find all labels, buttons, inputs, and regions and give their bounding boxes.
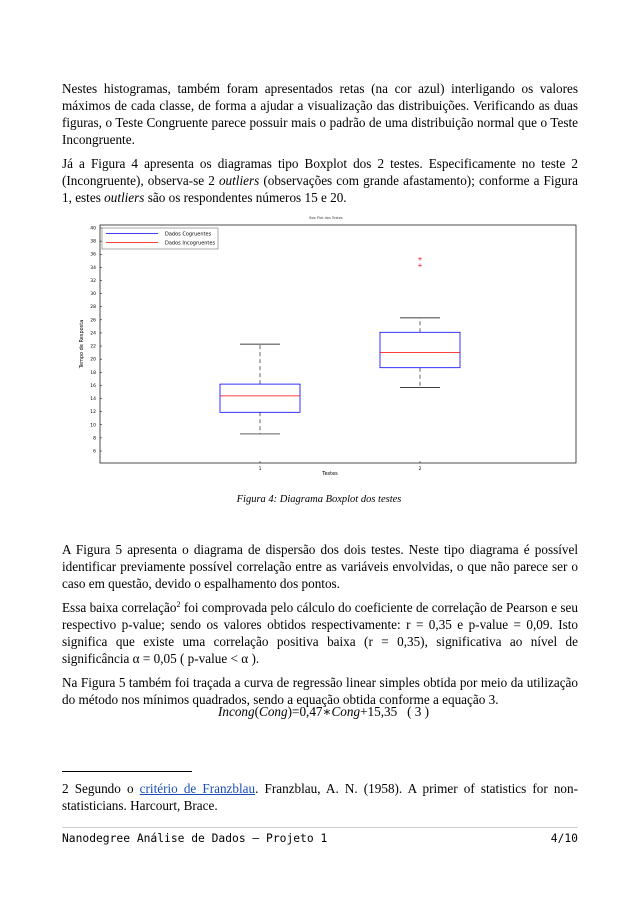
- chart-title: Box Plot dos Testes: [309, 216, 343, 220]
- paragraph-scatter: A Figura 5 apresenta o diagrama de dispersão dos dois testes. Neste tipo diagrama é possível identificar previamente possível correlação entre as variáveis envolvidas, o que não parece ser o caso em questão, devido o espalhamento dos pontos.: [62, 542, 578, 591]
- y-tick-label: 26: [90, 318, 96, 324]
- p2-text-c: são os respondentes números 15 e 20.: [144, 190, 347, 205]
- equation-3: [218, 704, 429, 720]
- franzblau-link[interactable]: critério de Franzblau: [139, 781, 256, 796]
- y-tick-label: 22: [90, 344, 96, 350]
- y-axis-label: Tempo de Resposta: [79, 319, 85, 369]
- eq-spacer: [397, 704, 407, 719]
- legend-label-congruent: Dados Cogruentes: [165, 231, 212, 238]
- y-tick-label: 40: [90, 226, 96, 232]
- eq-var: Cong: [331, 704, 361, 719]
- footer-divider: [62, 827, 578, 828]
- page-footer: [62, 832, 578, 845]
- paragraph-boxplot-intro: [62, 155, 578, 206]
- footnote-ref: 2: [176, 600, 181, 609]
- y-tick-label: 18: [90, 370, 96, 376]
- footer-title: Nanodegree Análise de Dados – Projeto 1: [62, 832, 328, 845]
- y-tick-label: 34: [90, 265, 96, 271]
- paragraph-correlation: [62, 599, 578, 667]
- boxplot-chart: [62, 213, 578, 485]
- y-tick-label: 16: [90, 383, 96, 389]
- x-axis-label: Testes: [322, 471, 338, 477]
- p2-text-b: (observações com grande afastamento); conforme a Figura 1, estes: [62, 173, 578, 205]
- eq-rhs-a: =0,47∗: [292, 704, 332, 719]
- y-tick-label: 36: [90, 252, 96, 258]
- x-tick-label: 1: [258, 467, 262, 472]
- paragraph-histograms: Nestes histogramas, também foram apresentados retas (na cor azul) interligando os valores máximos de cada classe, de forma a ajudar a visualização das distribuições. Verificando as duas figuras, o Teste Congruente parece possuir mais o padrão de uma distribuição normal que o Teste Incongruente.: [62, 81, 578, 147]
- page-number: 4/10: [550, 832, 578, 845]
- eq-paren-open: (: [254, 704, 260, 719]
- p2-outliers-2: outliers: [104, 190, 145, 205]
- plot-frame: [100, 225, 576, 463]
- y-tick-label: 20: [90, 357, 96, 363]
- y-tick-label: 10: [90, 423, 96, 429]
- eq-rhs-b: +15,35: [360, 704, 398, 719]
- paragraph-regression: Na Figura 5 também foi traçada a curva de regressão linear simples obtida por meio da utilização do método nos mínimos quadrados, sendo a equação obtida conforme a equação 3.: [62, 675, 578, 707]
- y-tick-label: 8: [93, 436, 96, 442]
- legend-label-incongruent: Dados Incogruentes: [165, 240, 216, 247]
- eq-lhs: Incong: [218, 704, 255, 719]
- footnote: [62, 780, 578, 814]
- eq-number: ( 3 ): [407, 704, 430, 719]
- y-tick-label: 28: [90, 305, 96, 311]
- p2-outliers-1: outliers: [218, 173, 260, 188]
- y-tick-label: 14: [90, 397, 96, 403]
- figure-caption: Figura 4: Diagrama Boxplot dos testes: [236, 494, 402, 505]
- y-tick-label: 32: [90, 278, 96, 284]
- eq-arg: Cong: [259, 704, 288, 719]
- footnote-suffix: . Franzblau, A. N. (1958). A primer of statistics for non-statisticians. Harcourt, Brace.: [62, 781, 579, 813]
- y-tick-label: 12: [90, 410, 96, 416]
- eq-paren-close: ): [287, 704, 293, 719]
- p4-text-b: foi comprovada pelo cálculo do coeficiente de correlação de Pearson e seu respectivo p-value; sendo os valores obtidos respectivamente: r = 0,35 e p-value = 0,09. Isto significa que existe uma correlação positiva baixa (r = 0,35), significativa ao nível de significância α = 0,05 ( p-value < α ).: [62, 600, 578, 666]
- footnote-prefix: 2 Segundo o: [62, 781, 140, 796]
- footnote-divider: [62, 771, 192, 772]
- legend: [102, 228, 218, 249]
- x-tick-label: 2: [418, 467, 422, 472]
- y-tick-label: 30: [90, 292, 96, 298]
- y-tick-label: 6: [93, 449, 96, 455]
- p2-text-a: Já a Figura 4 apresenta os diagramas tipo Boxplot dos 2 testes. Especificamente no teste 2 (Incongruente), observa-se 2: [62, 156, 578, 188]
- y-tick-label: 24: [90, 331, 96, 337]
- y-tick-label: 38: [90, 239, 96, 245]
- p4-text-a: Essa baixa correlação: [62, 600, 177, 615]
